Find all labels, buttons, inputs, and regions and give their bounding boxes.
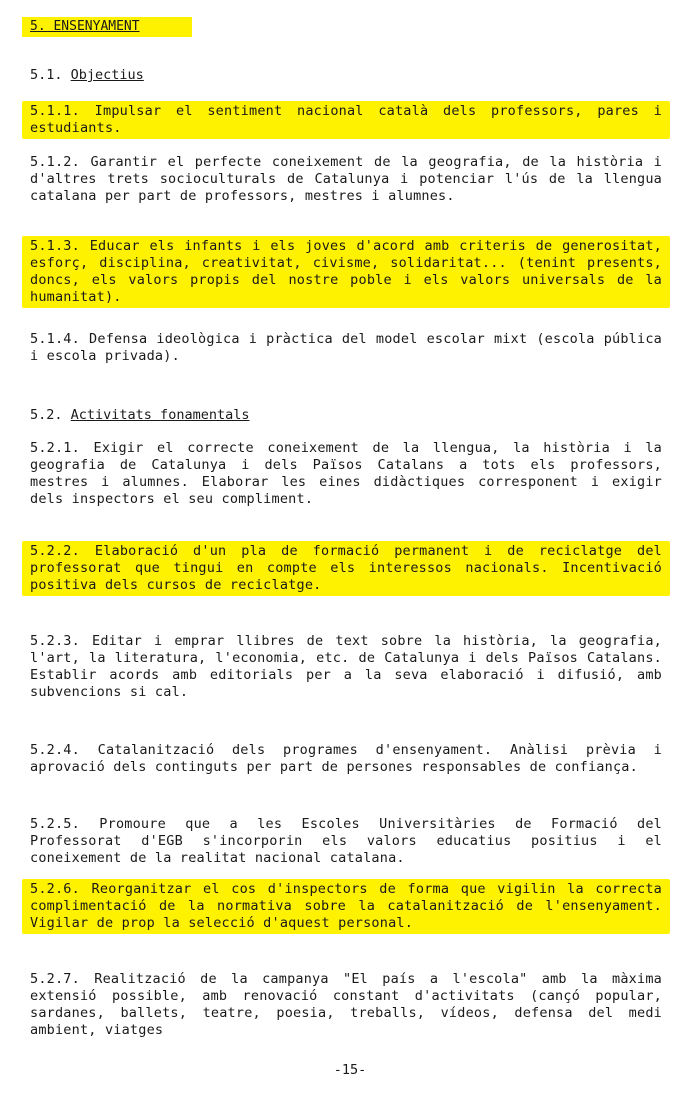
paragraph-5-1-1: 5.1.1. Impulsar el sentiment nacional català dels professors, pares i estudiants. — [22, 101, 670, 139]
subsection-heading-activitats — [30, 406, 249, 424]
paragraph-5-2-5: 5.2.5. Promoure que a les Escoles Universitàries de Formació del Professorat d'EGB s'incorporin els valors educatius positius i el coneixement de la realitat nacional catalana. — [30, 816, 662, 866]
paragraph-5-2-7: 5.2.7. Realització de la campanya "El país a l'escola" amb la màxima extensió possible, amb renovació constant d'activitats (cançó popular, sardanes, ballets, teatre, poesia, treballs, vídeos, defensa del medi ambient, viatges — [30, 971, 662, 1038]
paragraph-5-2-1: 5.2.1. Exigir el correcte coneixement de la llengua, la història i la geografia de Catalunya i dels Països Catalans a tots els professors, mestres i alumnes. Elaborar les eines didàctiques corresponent i exigir dels inspectors el seu compliment. — [30, 440, 662, 507]
paragraph-5-1-3: 5.1.3. Educar els infants i els joves d'acord amb criteris de generositat, esforç, disciplina, creativitat, civisme, solidaritat... (tenint presents, doncs, els valors propis del nostre poble i els valors universals de la humanitat). — [22, 236, 670, 308]
section-title — [22, 17, 192, 37]
paragraph-5-2-6: 5.2.6. Reorganitzar el cos d'inspectors de forma que vigilin la correcta complimentació de la normativa sobre la catalanització de l'ensenyament. Vigilar de prop la selecció d'aquest personal. — [22, 879, 670, 934]
section-title-text: 5. ENSENYAMENT — [30, 19, 140, 34]
paragraph-5-1-4: 5.1.4. Defensa ideològica i pràctica del model escolar mixt (escola pública i escola privada). — [30, 331, 662, 364]
subsection-heading-objectius — [30, 66, 144, 84]
subsection-title: Objectius — [70, 67, 144, 83]
paragraph-5-2-2: 5.2.2. Elaboració d'un pla de formació permanent i de reciclatge del professorat que tingui en compte els interessos nacionals. Incentivació positiva dels cursos de reciclatge. — [22, 541, 670, 596]
paragraph-5-2-3: 5.2.3. Editar i emprar llibres de text sobre la història, la geografia, l'art, la literatura, l'economia, etc. de Catalunya i dels Països Catalans. Establir acords amb editorials per a la seva elaboració i difusió, amb subvencions si cal. — [30, 633, 662, 700]
subsection-number: 5.1. — [30, 67, 63, 83]
subsection-number: 5.2. — [30, 407, 63, 423]
page-number: -15- — [333, 1062, 367, 1078]
paragraph-5-2-4: 5.2.4. Catalanització dels programes d'ensenyament. Anàlisi prèvia i aprovació dels continguts per part de persones responsables de confiança. — [30, 742, 662, 775]
paragraph-5-1-2: 5.1.2. Garantir el perfecte coneixement de la geografia, de la història i d'altres trets socioculturals de Catalunya i potenciar l'ús de la llengua catalana per part de professors, mestres i alumnes. — [30, 154, 662, 204]
subsection-title: Activitats fonamentals — [70, 407, 250, 423]
